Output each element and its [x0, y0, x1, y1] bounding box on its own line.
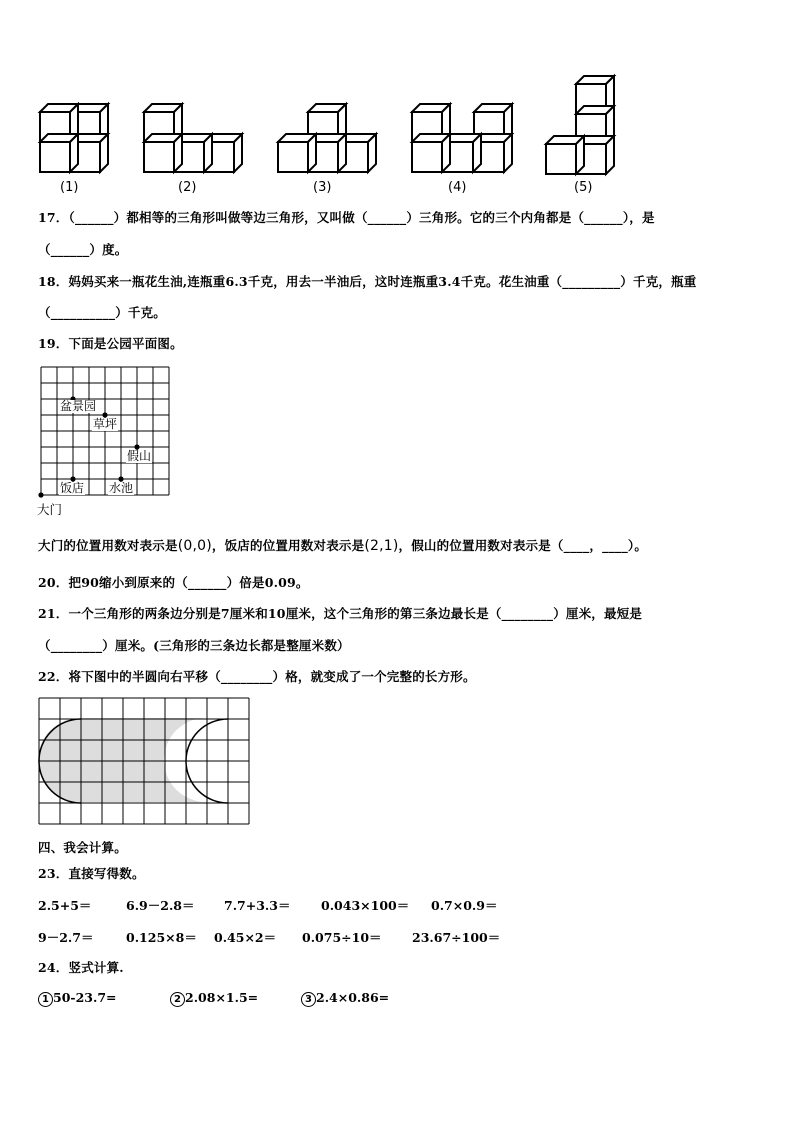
q24-expr-2: 2.08×1.5= [185, 990, 259, 1005]
point-damen [38, 492, 43, 497]
park-map-grid [36, 364, 176, 516]
q23-r2-c4: 0.075÷10＝ [302, 930, 382, 945]
figure-label-3: (3) [313, 180, 332, 195]
circled-number-2: 2 [170, 992, 185, 1007]
map-label-shuichi: 水池 [109, 481, 134, 495]
map-label-caoping: 草坪 [93, 417, 118, 431]
figure-label-4: (4) [448, 180, 467, 195]
q19-pair1: (0,0) [177, 538, 212, 554]
q22-text: 22．将下图中的半圆向右平移（________）格，就变成了一个完整的长方形。 [38, 669, 476, 684]
q20-text: 20．把90缩小到原来的（______）倍是0.09。 [38, 575, 309, 590]
q19-question [38, 536, 647, 554]
map-label-penjing: 盆景园 [60, 399, 97, 413]
half-circle-grid-drawing [36, 697, 254, 829]
q24-expr-1: 50-23.7= [53, 990, 117, 1005]
figure-label-2: (2) [178, 180, 197, 195]
figure-5 [546, 76, 614, 174]
q23-title: 23．直接写得数。 [38, 866, 145, 881]
circled-number-1: 1 [38, 992, 53, 1007]
figure-4 [412, 104, 512, 172]
q24-expr-3: 2.4×0.86= [316, 990, 390, 1005]
q23-r1-c2: 6.9－2.8＝ [126, 898, 195, 913]
q18-line2: （__________）千克。 [38, 305, 167, 320]
q19-text-b: ，饭店的位置用数对表示是 [211, 538, 365, 553]
figure-label-5: (5) [574, 180, 593, 195]
q19-title: 19．下面是公园平面图。 [38, 336, 183, 351]
q18-line1: 18．妈妈买来一瓶花生油,连瓶重6.3千克，用去一半油后，这时连瓶重3.4千克。花生油重（_________）千克，瓶重 [38, 274, 697, 289]
map-label-jiashan: 假山 [127, 449, 152, 463]
park-map [36, 364, 176, 516]
q21-line2: （________）厘米。(三角形的三条边长都是整厘米数） [38, 638, 350, 653]
q17-line2: （______）度。 [38, 242, 128, 257]
q24-item-3 [301, 990, 389, 1007]
map-label-damen: 大门 [37, 502, 63, 517]
q23-r1-c1: 2.5+5＝ [38, 898, 92, 913]
q23-r1-c4: 0.043×100＝ [321, 898, 410, 913]
q19-pair2: (2,1) [364, 538, 399, 554]
q24-item-1 [38, 990, 117, 1007]
q19-text-c: ，假山的位置用数对表示是（____，____）。 [398, 538, 648, 553]
figure-2 [144, 104, 242, 172]
q23-r2-c1: 9－2.7＝ [38, 930, 94, 945]
figure-label-1: (1) [60, 180, 79, 195]
figure-3 [278, 104, 376, 172]
q23-r1-c3: 7.7+3.3＝ [224, 898, 291, 913]
q23-r2-c5: 23.67÷100＝ [412, 930, 501, 945]
map-label-fandian: 饭店 [60, 481, 85, 495]
q24-item-2 [170, 990, 258, 1007]
q23-r2-c3: 0.45×2＝ [214, 930, 277, 945]
figure-1 [40, 104, 108, 172]
circled-number-3: 3 [301, 992, 316, 1007]
section4-title: 四、我会计算。 [38, 840, 127, 855]
q24-title: 24．竖式计算. [38, 960, 124, 975]
q21-line1: 21．一个三角形的两条边分别是7厘米和10厘米，这个三角形的第三条边最长是（________）厘米，最短是 [38, 606, 643, 621]
half-circle-grid [36, 697, 254, 829]
q23-r2-c2: 0.125×8＝ [126, 930, 197, 945]
q17-line1: 17．（______）都相等的三角形叫做等边三角形，又叫做（______）三角形。它的三个内角都是（______），是 [38, 210, 655, 225]
q23-r1-c5: 0.7×0.9＝ [431, 898, 498, 913]
q19-text-a: 大门的位置用数对表示是 [38, 538, 178, 553]
